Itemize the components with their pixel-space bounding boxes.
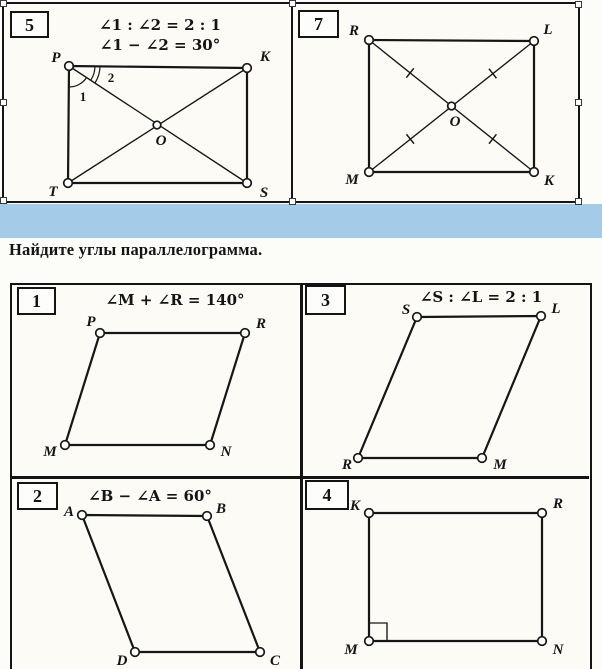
tick-LO <box>489 69 496 78</box>
selected-exercise-image[interactable] <box>2 2 580 203</box>
vertex-A <box>78 510 87 519</box>
exercise7-number-box <box>298 10 339 38</box>
selection-handle-middle-left[interactable] <box>0 99 7 106</box>
vertex-label-T: T <box>48 184 58 200</box>
exercise4-number: 4 <box>322 484 332 505</box>
exercise2-condition: ∠B − ∠A = 60° <box>88 486 212 505</box>
vertex-label-R: R <box>348 23 360 39</box>
angle1-arc <box>69 78 87 88</box>
vertex-P <box>96 329 105 338</box>
vertex-label-K: K <box>543 173 555 189</box>
instruction-text: Найдите углы параллелограмма. <box>9 240 263 259</box>
exercise2-number: 2 <box>33 486 42 506</box>
vertex-K <box>364 508 373 517</box>
vertex-label-N: N <box>552 641 563 658</box>
exercise7-number: 7 <box>314 14 323 34</box>
exercise3-number-box <box>305 285 346 315</box>
exercise1-number-box <box>17 287 56 315</box>
vertex-C <box>256 647 265 656</box>
vertex-label-M: M <box>492 457 507 473</box>
vertex-N <box>206 441 215 450</box>
vertex-label-R: R <box>341 457 352 473</box>
vertex-label-L: L <box>550 301 561 317</box>
vertex-R <box>353 454 362 463</box>
selection-handle-top-middle[interactable] <box>289 0 296 7</box>
exercise3-condition: ∠S : ∠L = 2 : 1 <box>419 288 542 306</box>
vertex-D <box>131 647 140 656</box>
parallelogram-PRNM <box>65 333 245 445</box>
point-label-O: O <box>155 133 167 149</box>
vertex-label-D: D <box>116 652 128 669</box>
vertex-R <box>537 508 546 517</box>
parallelogram-ABCD <box>82 515 260 652</box>
vertex-label-B: B <box>215 500 227 517</box>
selection-handle-bottom-left[interactable] <box>0 197 7 204</box>
angle-label-1: 1 <box>79 89 87 104</box>
exercise5-number: 5 <box>25 14 34 35</box>
vertex-R <box>241 329 250 338</box>
vertex-B <box>203 511 212 520</box>
exercise4-number-box <box>305 480 349 510</box>
rectangle-KRNM <box>369 513 542 641</box>
vertex-K <box>530 168 539 177</box>
vertex-label-M: M <box>345 172 359 188</box>
selection-handle-top-right[interactable] <box>575 1 582 8</box>
tick-RO <box>406 68 414 77</box>
exercise5-condition-2: ∠1 − ∠2 = 30° <box>99 36 221 54</box>
selection-handle-bottom-middle[interactable] <box>289 198 296 205</box>
selection-handle-bottom-right[interactable] <box>575 198 582 205</box>
vertex-label-M: M <box>343 641 358 658</box>
vertex-N <box>537 636 546 645</box>
tick-MO <box>407 134 415 143</box>
point-O <box>448 102 456 110</box>
vertex-M <box>477 454 486 463</box>
highlight-band <box>0 204 602 238</box>
exercise5-condition-1: ∠1 : ∠2 = 2 : 1 <box>99 16 221 34</box>
vertex-label-M: M <box>43 444 57 460</box>
tick-KO <box>489 134 496 143</box>
vertex-label-N: N <box>220 444 232 460</box>
point-O <box>153 121 161 129</box>
vertex-T <box>64 179 73 188</box>
angle2-arc-outer <box>95 66 100 83</box>
vertex-label-R: R <box>255 316 267 332</box>
exercise1-number: 1 <box>32 291 41 311</box>
parallelogram-SLMR <box>358 316 541 458</box>
vertex-S <box>243 179 252 188</box>
vertex-L <box>536 312 545 321</box>
vertex-label-P: P <box>86 314 96 330</box>
vertex-label-R: R <box>552 495 563 512</box>
angle-label-2: 2 <box>107 70 115 85</box>
vertex-label-P: P <box>51 50 61 66</box>
vertex-S <box>412 313 421 322</box>
vertex-P <box>65 62 74 71</box>
vertex-label-S: S <box>259 185 269 201</box>
selection-handle-top-left[interactable] <box>0 0 7 7</box>
exercise-grid-image[interactable] <box>10 283 592 669</box>
selection-handle-middle-right[interactable] <box>575 99 582 106</box>
vertex-M <box>364 636 373 645</box>
exercise3-number: 3 <box>321 290 330 310</box>
vertex-M <box>61 441 70 450</box>
vertex-label-K: K <box>349 497 360 514</box>
vertex-label-L: L <box>543 22 553 38</box>
vertex-label-C: C <box>269 652 281 669</box>
angle2-arc-inner <box>91 66 95 80</box>
exercise2-number-box <box>17 482 58 510</box>
vertex-K <box>243 64 252 73</box>
exercise1-condition: ∠M + ∠R = 140° <box>105 291 245 309</box>
point-label-O: O <box>449 114 461 130</box>
exercise5-number-box <box>10 11 49 38</box>
vertex-L <box>530 37 539 46</box>
vertex-M <box>365 168 374 177</box>
vertex-label-K: K <box>259 49 271 65</box>
vertex-R <box>365 36 374 45</box>
vertex-label-A: A <box>63 503 75 520</box>
vertex-label-S: S <box>401 302 410 318</box>
